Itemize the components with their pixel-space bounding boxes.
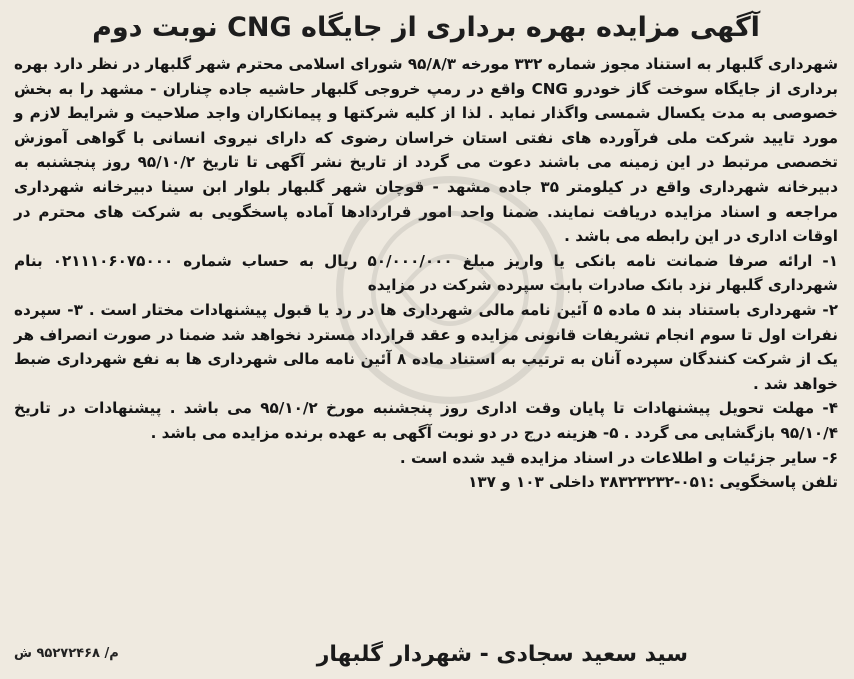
condition-2-3-paragraph: ۲- شهرداری باستناد بند ۵ ماده ۵ آئین نامه مالی شهرداری ها در رد یا قبول پیشنهادات مختار است . ۳- سپرده نفرات اول تا سوم انجام تشریفات قانونی مزایده و عقد قرارداد مسترد نخواهد شد ضمنا در صورت انصراف هر یک از شرکت کنندگان سپرده آنان به ترتیب به استناد ماده ۸ آئین نامه مالی شهرداری ها به نفع شهرداری ضبط خواهد شد . (14, 300, 839, 393)
notice-title: آگهی مزایده بهره برداری از جایگاه CNG نوبت دوم (92, 12, 760, 43)
phone-paragraph: تلفن پاسخگویی :۰۵۱-۳۸۳۲۳۲۳۲ داخلی ۱۰۳ و ۱۳۷ (468, 473, 838, 492)
notice-footer (14, 629, 838, 669)
notice-code: م/ ۹۵۲۷۲۴۶۸ ش (14, 646, 119, 661)
intro-paragraph: شهرداری گلبهار به استناد مجوز شماره ۳۳۲ مورخه ۹۵/۸/۳ شورای اسلامی محترم شهر گلبهار در نظر دارد بهره برداری از جایگاه سوخت گاز خودرو CNG واقع در رمپ خروجی گلبهار حاشیه جاده چناران - مشهد را به بخش خصوصی به مدت یکسال شمسی واگذار نماید . لذا از کلیه شرکتها و پیمانکاران واجد صلاحیت و شرایط لازم و مورد تایید شرکت ملی فرآورده های نفتی استان خراسان رضوی که دارای نیروی انسانی با گواهی آموزش تخصصی مرتبط در این زمینه می باشند دعوت می گردد از تاریخ نشر آگهی تا تاریخ ۹۵/۱۰/۲ روز پنجشنبه به دبیرخانه شهرداری واقع در کیلومتر ۳۵ جاده مشهد - قوچان شهر گلبهار بلوار ابن سینا دبیرخانه شهرداری مراجعه و اسناد مزایده دریافت نمایند. ضمنا واحد امور قراردادها آماده پاسخگویی به شرکت های محترم در اوقات اداری در این رابطه می باشد . (14, 55, 839, 246)
condition-4-5-paragraph: ۴- مهلت تحویل پیشنهادات تا پایان وقت اداری روز پنجشنبه مورخ ۹۵/۱۰/۲ می باشد . پیشنهادات در تاریخ ۹۵/۱۰/۴ بازگشایی می گردد . ۵- هزینه درج در دو نوبت آگهی به عهده برنده مزایده می باشد . (14, 399, 838, 442)
signature: سید سعید سجادی - شهردار گلبهار (316, 642, 688, 667)
condition-1-paragraph: ۱- ارائه صرفا ضمانت نامه بانکی یا واریز مبلغ ۵۰/۰۰۰/۰۰۰ ریال به حساب شماره ۰۲۱۱۱۰۶۰۷۵۰۰۰ بنام شهرداری گلبهار نزد بانک صادرات بابت سپرده شرکت در مزایده (14, 251, 838, 295)
notice-body (14, 52, 838, 495)
condition-6-paragraph: ۶- سایر جزئیات و اطلاعات در اسناد مزایده قید شده است . (399, 448, 838, 467)
